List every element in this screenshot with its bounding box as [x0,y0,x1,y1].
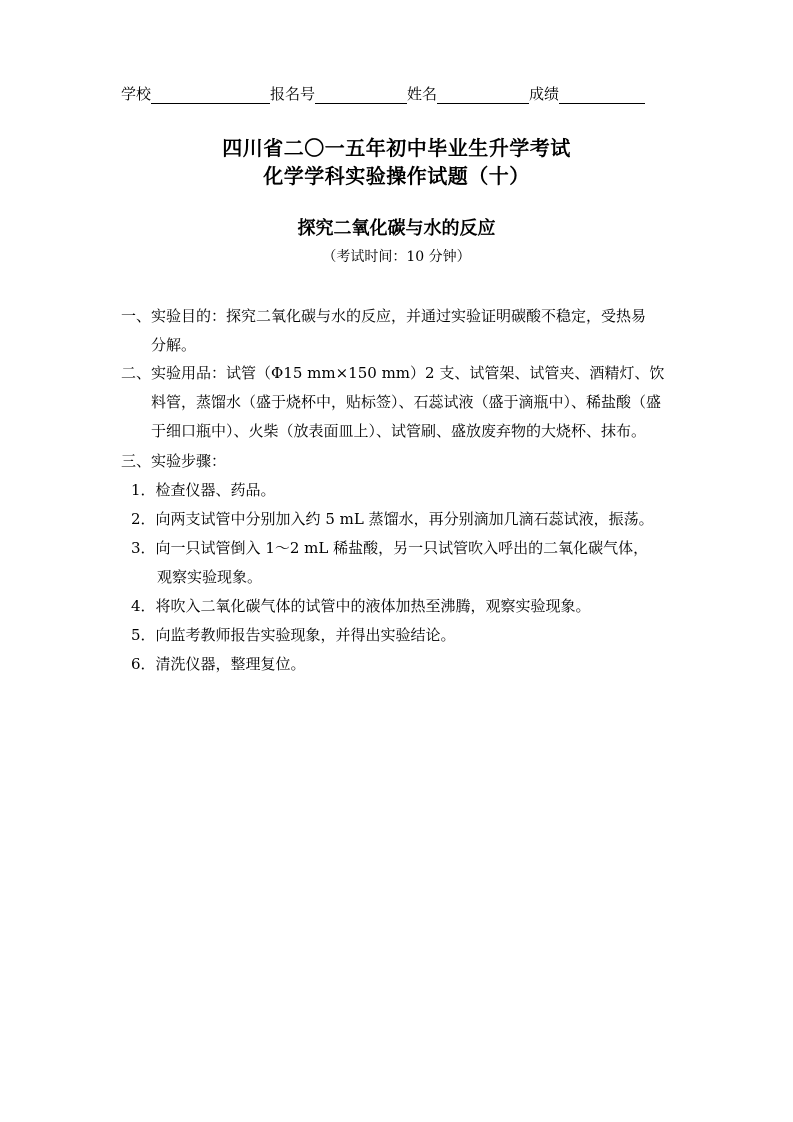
experiment-title: 探究二氧化碳与水的反应 [297,218,496,239]
regno-blank[interactable] [315,85,407,104]
purpose-line-1: 一、实验目的：探究二氧化碳与水的反应，并通过实验证明碳酸不稳定，受热易 [121,307,647,325]
list-item [131,621,686,650]
school-blank[interactable] [151,85,270,104]
list-item [131,534,686,563]
score-label: 成绩 [529,85,560,103]
list-item [131,650,686,679]
step-text: 向两支试管中分别加入约 5 mL 蒸馏水，再分别滴加几滴石蕊试液，振荡。 [155,510,654,528]
materials-line-2: 料管，蒸馏水（盛于烧杯中，贴标签）、石蕊试液（盛于滴瓶中）、稀盐酸（盛 [151,393,662,411]
section-materials [121,359,681,446]
steps-heading: 三、实验步骤： [121,452,227,470]
step-number: 5． [131,626,156,644]
score-blank[interactable] [559,85,645,104]
list-item [131,592,686,621]
section-purpose [121,302,681,360]
regno-label: 报名号 [270,85,316,103]
name-blank[interactable] [437,85,529,104]
exam-subtitle: 化学学科实验操作试题（十） [263,164,530,188]
candidate-info-line [121,84,681,104]
step-number: 2． [131,510,156,528]
step-text: 清洗仪器，整理复位。 [155,655,306,673]
exam-time: （考试时间：10 分钟） [322,249,471,265]
purpose-line-2: 分解。 [151,336,197,354]
steps-list [131,476,686,679]
step-text: 检查仪器、药品。 [155,481,276,499]
materials-line-3: 于细口瓶中）、火柴（放表面皿上）、试管刷、盛放废弃物的大烧杯、抹布。 [151,422,647,440]
step-number: 1． [131,481,156,499]
step-text: 向监考教师报告实验现象，并得出实验结论。 [155,626,456,644]
list-item [131,476,686,505]
materials-line-1: 二、实验用品：试管（Φ15 mm×150 mm）2 支、试管架、试管夹、酒精灯、饮 [121,364,665,382]
step-text: 将吹入二氧化碳气体的试管中的液体加热至沸腾，观察实验现象。 [155,597,591,615]
step-number: 4． [131,597,156,615]
section-steps-heading [121,447,681,476]
exam-title: 四川省二〇一五年初中毕业生升学考试 [222,136,571,160]
list-item [131,505,686,534]
step-number: 6． [131,655,156,673]
step-number: 3． [131,539,156,557]
step-text: 向一只试管倒入 1～2 mL 稀盐酸，另一只试管吹入呼出的二氧化碳气体， [155,539,649,557]
name-label: 姓名 [407,85,438,103]
step-continuation: 观察实验现象。 [157,568,263,586]
school-label: 学校 [121,85,152,103]
